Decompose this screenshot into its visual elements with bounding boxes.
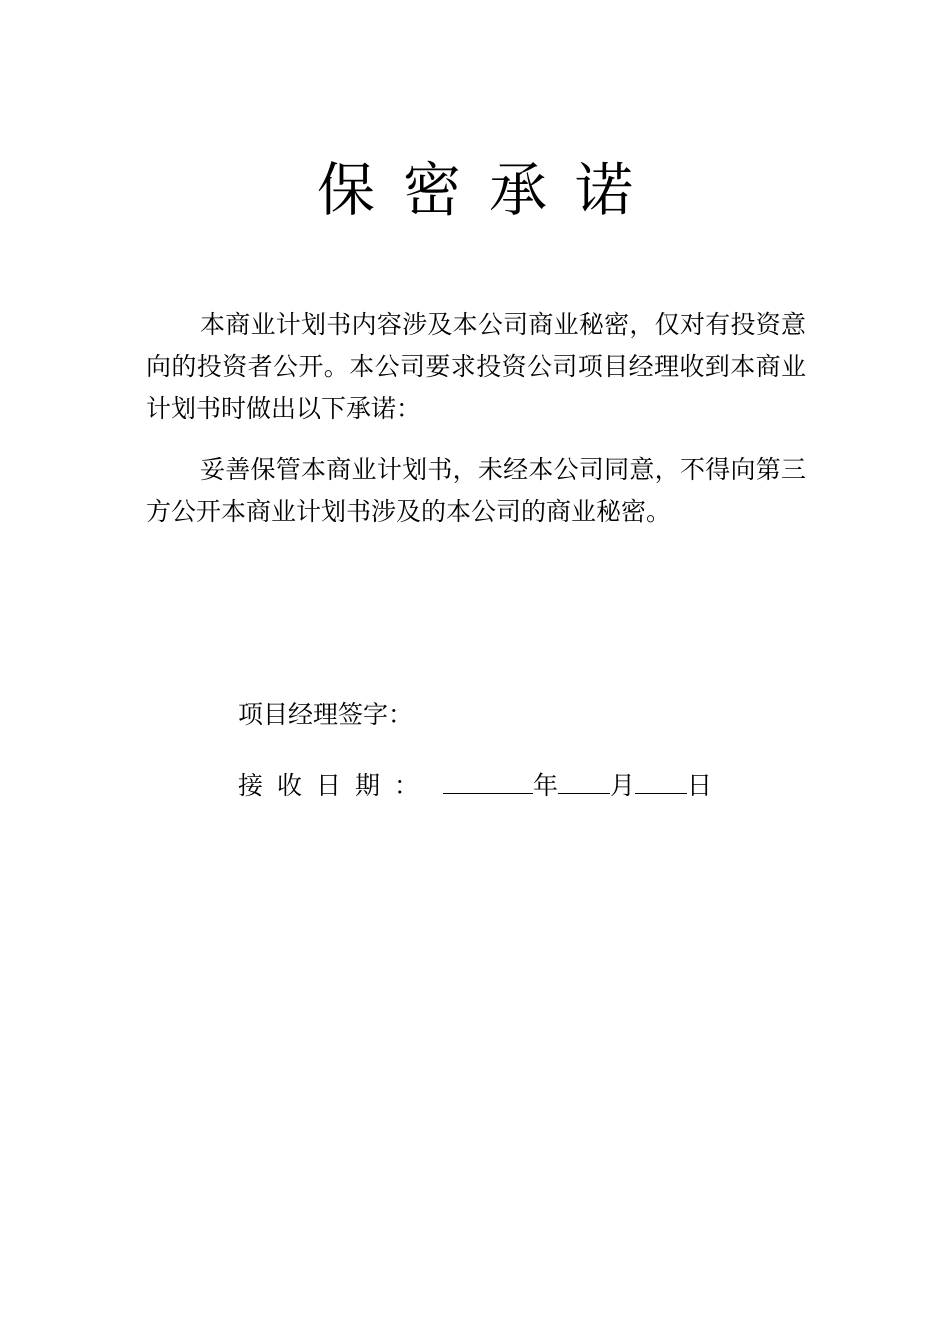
year-blank xyxy=(443,767,533,794)
month-blank xyxy=(558,767,610,794)
receive-date-line xyxy=(238,767,712,804)
paragraph-commitment: 妥善保管本商业计划书，未经本公司同意，不得向第三方公开本商业计划书涉及的本公司的商业秘密。 xyxy=(146,455,806,526)
manager-signature-label: 项目经理签字： xyxy=(238,700,414,729)
manager-signature-line xyxy=(238,697,413,733)
year-label: 年 xyxy=(533,771,559,800)
receive-date-label: 接收日期： xyxy=(238,771,434,800)
paragraph-confidentiality-scope: 本商业计划书内容涉及本公司商业秘密，仅对有投资意向的投资者公开。本公司要求投资公司项目经理收到本商业计划书时做出以下承诺： xyxy=(146,310,806,423)
day-label: 日 xyxy=(687,771,713,800)
page-title: 保密承诺 xyxy=(316,156,661,224)
day-blank xyxy=(635,767,687,794)
month-label: 月 xyxy=(610,771,636,800)
